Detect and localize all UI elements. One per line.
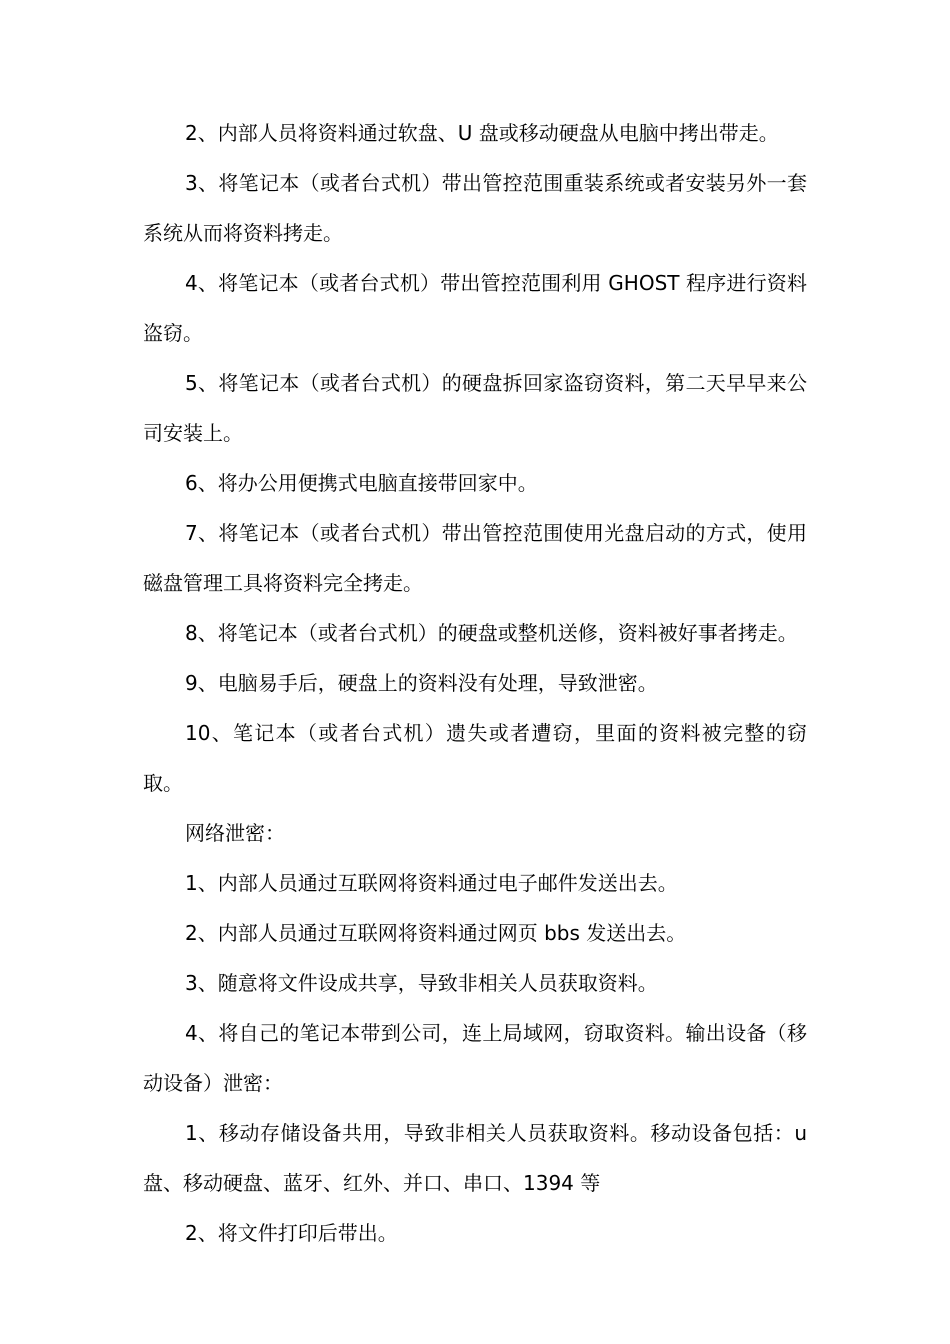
- paragraph-laptop-home: 6、将办公用便携式电脑直接带回家中。: [185, 471, 538, 495]
- document-body: [143, 108, 807, 1258]
- paragraph-change-hands: 9、电脑易手后，硬盘上的资料没有处理，导致泄密。: [185, 671, 658, 695]
- paragraph-print: 2、将文件打印后带出。: [185, 1221, 398, 1245]
- paragraph-disk-removal: 5、将笔记本（或者台式机）的硬盘拆回家盗窃资料，第二天早早来公司安装上。: [143, 371, 807, 445]
- paragraph-lan-steal: 4、将自己的笔记本带到公司，连上局域网，窃取资料。输出设备（移动设备）泄密：: [143, 1021, 807, 1095]
- paragraph-repair: 8、将笔记本（或者台式机）的硬盘或整机送修，资料被好事者拷走。: [185, 621, 798, 645]
- paragraph-reinstall-system: 3、将笔记本（或者台式机）带出管控范围重装系统或者安装另外一套系统从而将资料拷走。: [143, 171, 807, 245]
- paragraph-email: 1、内部人员通过互联网将资料通过电子邮件发送出去。: [185, 871, 678, 895]
- paragraph-cd-boot: 7、将笔记本（或者台式机）带出管控范围使用光盘启动的方式，使用磁盘管理工具将资料完全拷走。: [143, 521, 807, 595]
- paragraph-lost-stolen: 10、笔记本（或者台式机）遗失或者遭窃，里面的资料被完整的窃取。: [143, 721, 807, 795]
- paragraph-ghost-program: 4、将笔记本（或者台式机）带出管控范围利用 GHOST 程序进行资料盗窃。: [143, 271, 807, 345]
- paragraph-bbs: 2、内部人员通过互联网将资料通过网页 bbs 发送出去。: [185, 921, 687, 945]
- paragraph-usb-copy: 2、内部人员将资料通过软盘、U 盘或移动硬盘从电脑中拷出带走。: [185, 121, 779, 145]
- section-heading-network-leak: 网络泄密：: [185, 821, 285, 845]
- paragraph-file-share: 3、随意将文件设成共享，导致非相关人员获取资料。: [185, 971, 658, 995]
- paragraph-mobile-storage: 1、移动存储设备共用，导致非相关人员获取资料。移动设备包括：u盘、移动硬盘、蓝牙、红外、并口、串口、1394 等: [143, 1121, 807, 1195]
